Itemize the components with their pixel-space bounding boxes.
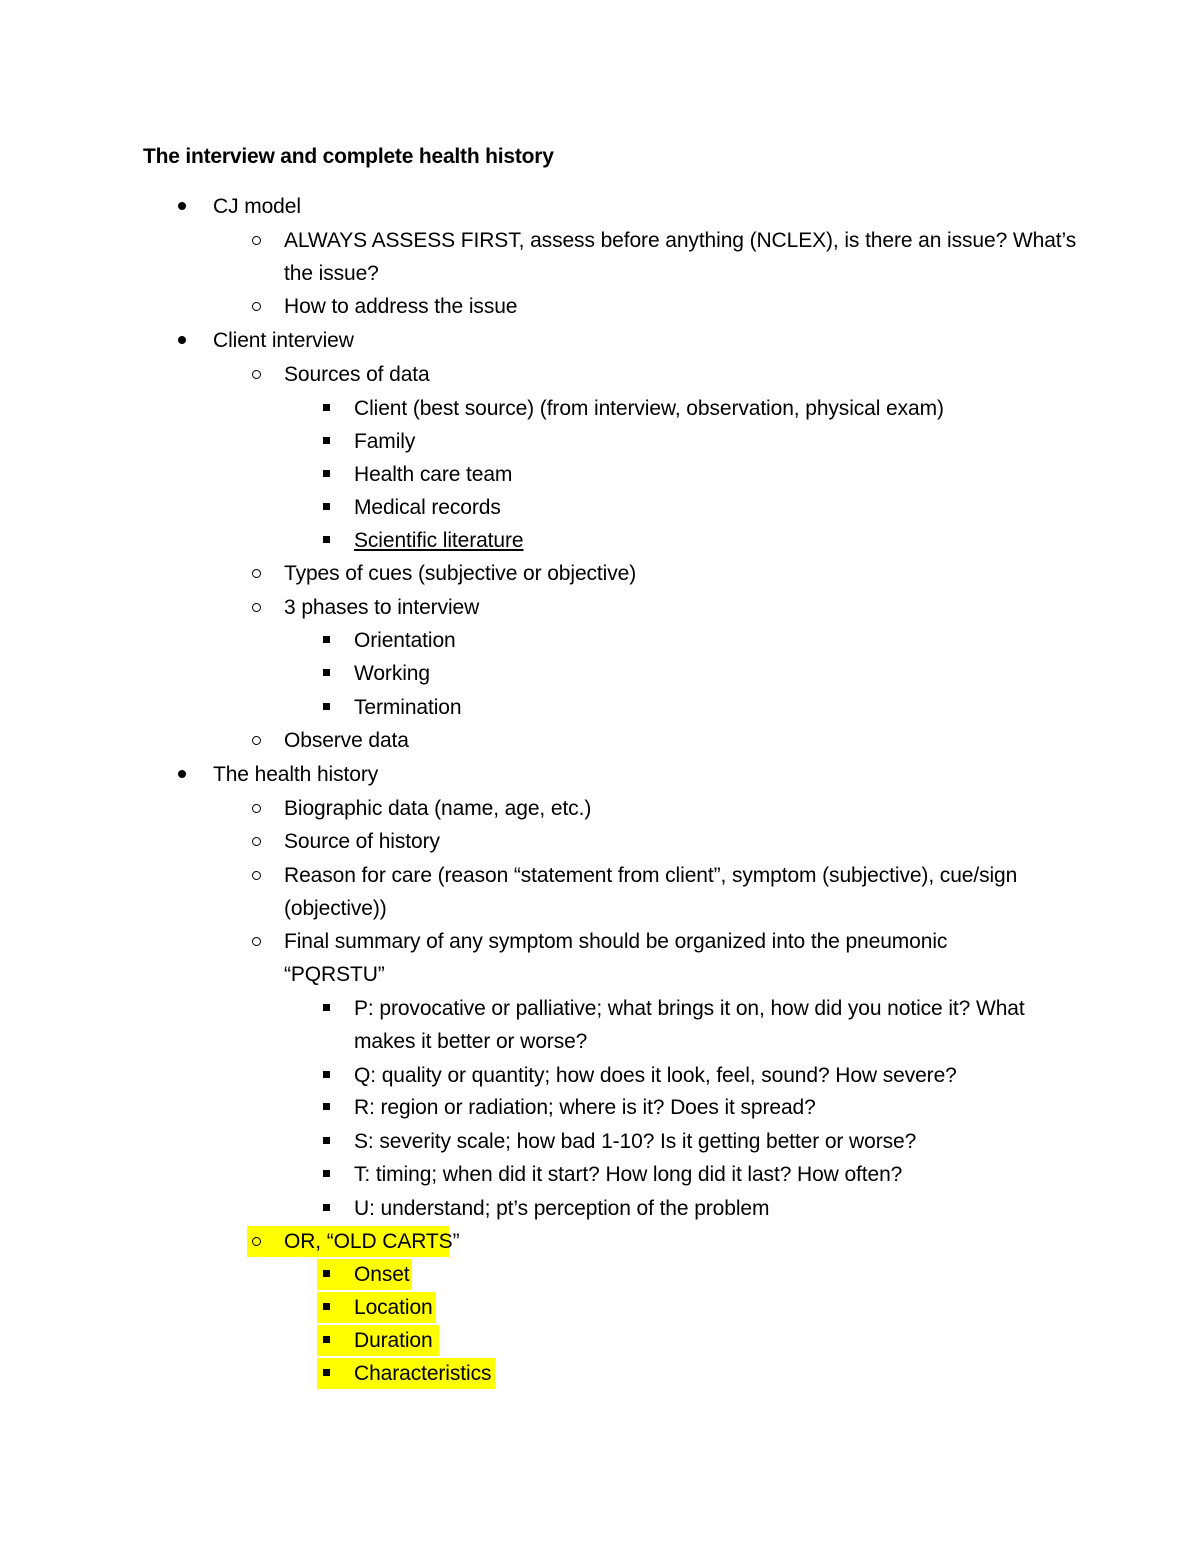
bullet-square-icon <box>316 491 336 524</box>
bullet-square-icon <box>316 1192 336 1225</box>
bullet-square-icon <box>316 1324 336 1357</box>
sub-list-item: Termination <box>354 696 462 719</box>
list-item: Sources of data <box>284 363 430 386</box>
bullet-square-icon <box>316 992 336 1025</box>
list-item-line: ALWAYS ASSESS FIRST, assess before anything (NCLEX), is there an issue? What’s <box>284 229 1077 252</box>
bullet-circle-icon <box>246 557 266 590</box>
bullet-square-icon <box>316 1258 336 1291</box>
list-item-line-continued: “PQRSTU” <box>284 963 385 986</box>
list-item-line-continued: the issue? <box>284 262 379 285</box>
bullet-disc-icon <box>172 758 192 791</box>
sub-list-item: T: timing; when did it start? How long did it last? How often? <box>354 1163 903 1186</box>
sub-list-item-highlighted: Duration <box>354 1329 433 1352</box>
bullet-square-icon <box>316 691 336 724</box>
bullet-square-icon <box>316 1357 336 1390</box>
bullet-circle-icon <box>246 591 266 624</box>
list-item-line: Reason for care (reason “statement from client”, symptom (subjective), cue/sign <box>284 864 1018 887</box>
bullet-circle-icon <box>246 1225 266 1258</box>
bullet-square-icon <box>316 524 336 557</box>
sub-list-item: Working <box>354 662 430 685</box>
bullet-square-icon <box>316 392 336 425</box>
list-item: Biographic data (name, age, etc.) <box>284 797 592 820</box>
sub-list-item-highlighted: Characteristics <box>354 1362 492 1385</box>
bullet-circle-icon <box>246 224 266 257</box>
section-label-health-history: The health history <box>213 763 379 786</box>
list-item-line-continued: (objective)) <box>284 897 387 920</box>
list-item: Observe data <box>284 729 409 752</box>
bullet-square-icon <box>316 624 336 657</box>
sub-list-item: Medical records <box>354 496 501 519</box>
bullet-circle-icon <box>246 925 266 958</box>
sub-list-item: R: region or radiation; where is it? Does it spread? <box>354 1096 816 1119</box>
bullet-circle-icon <box>246 290 266 323</box>
sub-list-item: U: understand; pt’s perception of the problem <box>354 1197 770 1220</box>
bullet-disc-icon <box>172 324 192 357</box>
list-item-highlighted: OR, “OLD CARTS” <box>284 1230 460 1253</box>
sub-list-item: Client (best source) (from interview, observation, physical exam) <box>354 397 944 420</box>
bullet-circle-icon <box>246 724 266 757</box>
bullet-square-icon <box>316 1059 336 1092</box>
list-item: How to address the issue <box>284 295 518 318</box>
sub-list-item-underlined: Scientific literature <box>354 529 524 552</box>
sub-list-item: S: severity scale; how bad 1-10? Is it getting better or worse? <box>354 1130 917 1153</box>
bullet-circle-icon <box>246 792 266 825</box>
sub-list-item: Family <box>354 430 416 453</box>
bullet-square-icon <box>316 1091 336 1124</box>
bullet-square-icon <box>316 1158 336 1191</box>
sub-list-item-highlighted: Location <box>354 1296 433 1319</box>
sub-list-item: Q: quality or quantity; how does it look, feel, sound? How severe? <box>354 1064 957 1087</box>
document-title: The interview and complete health history <box>143 145 554 168</box>
sub-list-item-highlighted: Onset <box>354 1263 410 1286</box>
bullet-disc-icon <box>172 190 192 223</box>
bullet-square-icon <box>316 657 336 690</box>
list-item: Types of cues (subjective or objective) <box>284 562 637 585</box>
bullet-circle-icon <box>246 825 266 858</box>
bullet-circle-icon <box>246 859 266 892</box>
sub-list-item: Health care team <box>354 463 513 486</box>
bullet-square-icon <box>316 425 336 458</box>
list-item: 3 phases to interview <box>284 596 480 619</box>
section-label-cj-model: CJ model <box>213 195 301 218</box>
bullet-square-icon <box>316 1125 336 1158</box>
bullet-square-icon <box>316 1291 336 1324</box>
sub-list-item: Orientation <box>354 629 456 652</box>
bullet-circle-icon <box>246 358 266 391</box>
sub-list-item-line: P: provocative or palliative; what brings it on, how did you notice it? What <box>354 997 1025 1020</box>
list-item-line: Final summary of any symptom should be organized into the pneumonic <box>284 930 948 953</box>
section-label-client-interview: Client interview <box>213 329 354 352</box>
list-item: Source of history <box>284 830 440 853</box>
bullet-square-icon <box>316 458 336 491</box>
sub-list-item-line-continued: makes it better or worse? <box>354 1030 588 1053</box>
